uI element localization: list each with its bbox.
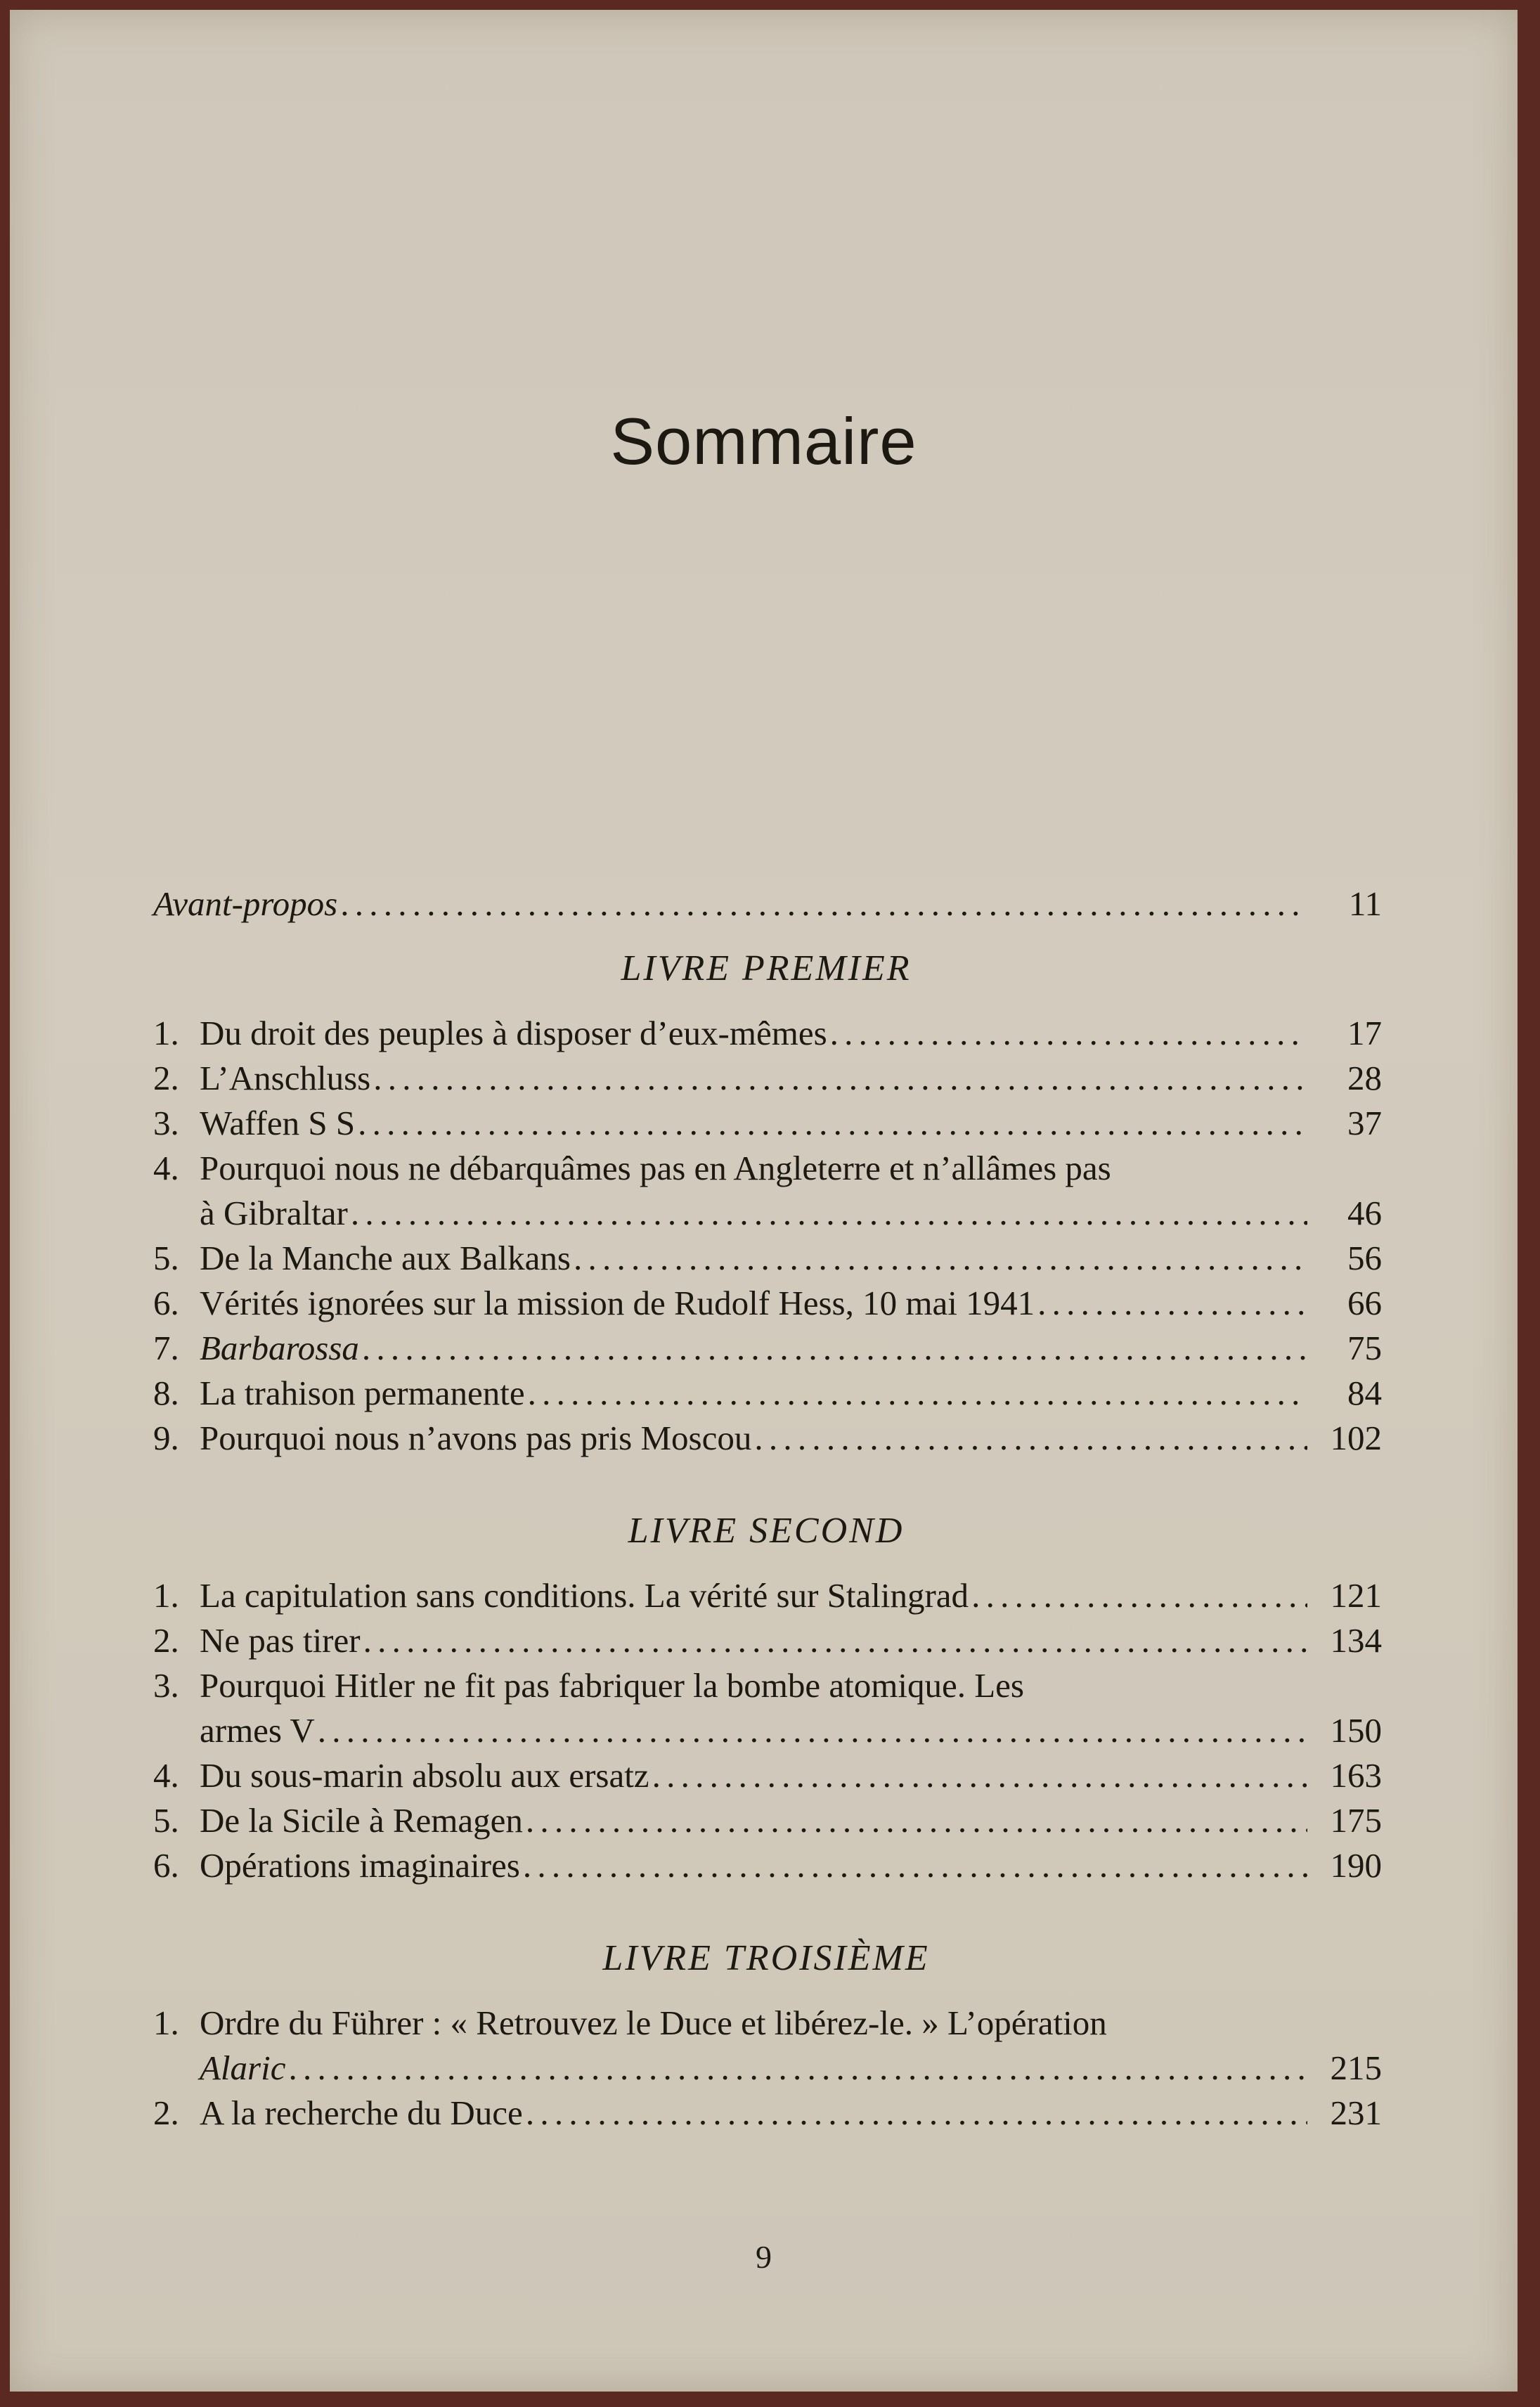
- dot-leader: [351, 1191, 1307, 1236]
- toc-entry-label: La capitulation sans conditions. La vérité sur Stalingrad: [200, 1576, 969, 1615]
- chapter-number: 5.: [153, 1801, 179, 1840]
- chapter-number: 3.: [153, 1666, 179, 1705]
- toc-entry-label: Du droit des peuples à disposer d’eux-mêmes: [200, 1014, 827, 1052]
- page-number: 9: [756, 2239, 772, 2275]
- toc-entry: [141, 1708, 1392, 1753]
- toc-entry: [141, 1573, 1392, 1618]
- dot-leader: [288, 2046, 1307, 2091]
- dot-leader: [373, 1056, 1307, 1101]
- toc-entry: [141, 1618, 1392, 1663]
- table-of-contents: [141, 882, 1392, 2136]
- chapter-number: 1.: [153, 1014, 179, 1052]
- toc-entry: [141, 1101, 1392, 1146]
- toc-page-number: 66: [1347, 1284, 1382, 1322]
- toc-page-number: 37: [1347, 1104, 1382, 1142]
- toc-entry-label: armes V: [200, 1711, 315, 1750]
- toc-entry-label: Barbarossa: [200, 1329, 359, 1367]
- chapter-number: 5.: [153, 1239, 179, 1277]
- book-page: [10, 10, 1518, 2392]
- toc-entry: [141, 1011, 1392, 1056]
- toc-entry: [141, 1326, 1392, 1371]
- dot-leader: [363, 1618, 1307, 1663]
- toc-page-number: 17: [1347, 1014, 1382, 1052]
- section-heading: LIVRE TROISIÈME: [602, 1938, 930, 1978]
- toc-page-number: 84: [1347, 1374, 1382, 1412]
- section-heading: LIVRE PREMIER: [621, 948, 912, 988]
- dot-leader: [340, 882, 1307, 927]
- toc-entry-label-line1: Pourquoi Hitler ne fit pas fabriquer la bombe atomique. Les: [200, 1666, 1024, 1705]
- toc-entry-label: Waffen S S: [200, 1104, 356, 1142]
- chapter-number: 1.: [153, 2003, 179, 2042]
- toc-page-number: 28: [1347, 1059, 1382, 1097]
- dot-leader: [318, 1708, 1307, 1753]
- toc-entry-label: Vérités ignorées sur la mission de Rudolf Hess, 10 mai 1941: [200, 1284, 1035, 1322]
- toc-page-number: 190: [1330, 1846, 1382, 1885]
- dot-leader: [358, 1101, 1307, 1146]
- toc-entry-label: Ne pas tirer: [200, 1621, 361, 1660]
- toc-entry: [141, 1371, 1392, 1416]
- toc-page-number: 46: [1347, 1194, 1382, 1232]
- dot-leader: [526, 2091, 1307, 2136]
- toc-entry-label: Alaric: [200, 2048, 286, 2087]
- toc-entry: [141, 2046, 1392, 2091]
- toc-entry: [141, 1798, 1392, 1843]
- chapter-number: 2.: [153, 2093, 179, 2132]
- dot-leader: [362, 1326, 1307, 1371]
- toc-entry-label: à Gibraltar: [200, 1194, 348, 1232]
- page-title: Sommaire: [610, 404, 917, 478]
- toc-page-number: 56: [1347, 1239, 1382, 1277]
- toc-page-number: 175: [1330, 1801, 1382, 1840]
- toc-entry: [141, 1753, 1392, 1798]
- chapter-number: 4.: [153, 1756, 179, 1795]
- toc-entry: [141, 1191, 1392, 1236]
- toc-page-number: 150: [1330, 1711, 1382, 1750]
- toc-entry-label: Pourquoi nous n’avons pas pris Moscou: [200, 1419, 752, 1457]
- toc-entry-label: Du sous-marin absolu aux ersatz: [200, 1756, 649, 1795]
- chapter-number: 8.: [153, 1374, 179, 1412]
- chapter-number: 7.: [153, 1329, 179, 1367]
- chapter-number: 1.: [153, 1576, 179, 1615]
- chapter-number: 2.: [153, 1621, 179, 1660]
- toc-entry-label: A la recherche du Duce: [200, 2093, 523, 2132]
- toc-entry: [141, 1416, 1392, 1461]
- chapter-number: 4.: [153, 1149, 179, 1187]
- toc-entry-avant-propos: [141, 882, 1392, 927]
- chapter-number: 2.: [153, 1059, 179, 1097]
- toc-entry-label: Avant-propos: [153, 884, 338, 923]
- toc-entry-label: De la Manche aux Balkans: [200, 1239, 571, 1277]
- toc-entry: [141, 1281, 1392, 1326]
- toc-entry-label: Opérations imaginaires: [200, 1846, 520, 1885]
- toc-entry-label: La trahison permanente: [200, 1374, 525, 1412]
- dot-leader: [574, 1236, 1307, 1281]
- dot-leader: [652, 1753, 1307, 1798]
- dot-leader: [830, 1011, 1307, 1056]
- dot-leader: [528, 1371, 1307, 1416]
- toc-page-number: 121: [1330, 1576, 1382, 1615]
- toc-entry: [141, 1236, 1392, 1281]
- toc-entry: [141, 1056, 1392, 1101]
- dot-leader: [523, 1843, 1307, 1888]
- toc-page-number: 102: [1330, 1419, 1382, 1457]
- toc-entry-label-line1: Ordre du Führer : « Retrouvez le Duce et libérez-le. » L’opération: [200, 2003, 1107, 2042]
- chapter-number: 6.: [153, 1284, 179, 1322]
- toc-entry-label: L’Anschluss: [200, 1059, 371, 1097]
- section-heading: LIVRE SECOND: [628, 1511, 905, 1551]
- toc-page-number: 75: [1347, 1329, 1382, 1367]
- toc-entry-first-line: [141, 1663, 1392, 1708]
- toc-entry-first-line: [141, 2001, 1392, 2046]
- toc-entry-first-line: [141, 1146, 1392, 1191]
- toc-page-number: 163: [1330, 1756, 1382, 1795]
- dot-leader: [971, 1573, 1307, 1618]
- dot-leader: [754, 1416, 1307, 1461]
- toc-page-number: 215: [1330, 2048, 1382, 2087]
- toc-entry: [141, 1843, 1392, 1888]
- dot-leader: [526, 1798, 1307, 1843]
- chapter-number: 9.: [153, 1419, 179, 1457]
- toc-page-number: 134: [1330, 1621, 1382, 1660]
- dot-leader: [1037, 1281, 1307, 1326]
- toc-page-number: 11: [1348, 884, 1382, 923]
- toc-entry-label-line1: Pourquoi nous ne débarquâmes pas en Angleterre et n’allâmes pas: [200, 1149, 1111, 1187]
- chapter-number: 3.: [153, 1104, 179, 1142]
- toc-entry-label: De la Sicile à Remagen: [200, 1801, 523, 1840]
- toc-entry: [141, 2091, 1392, 2136]
- chapter-number: 6.: [153, 1846, 179, 1885]
- toc-page-number: 231: [1330, 2093, 1382, 2132]
